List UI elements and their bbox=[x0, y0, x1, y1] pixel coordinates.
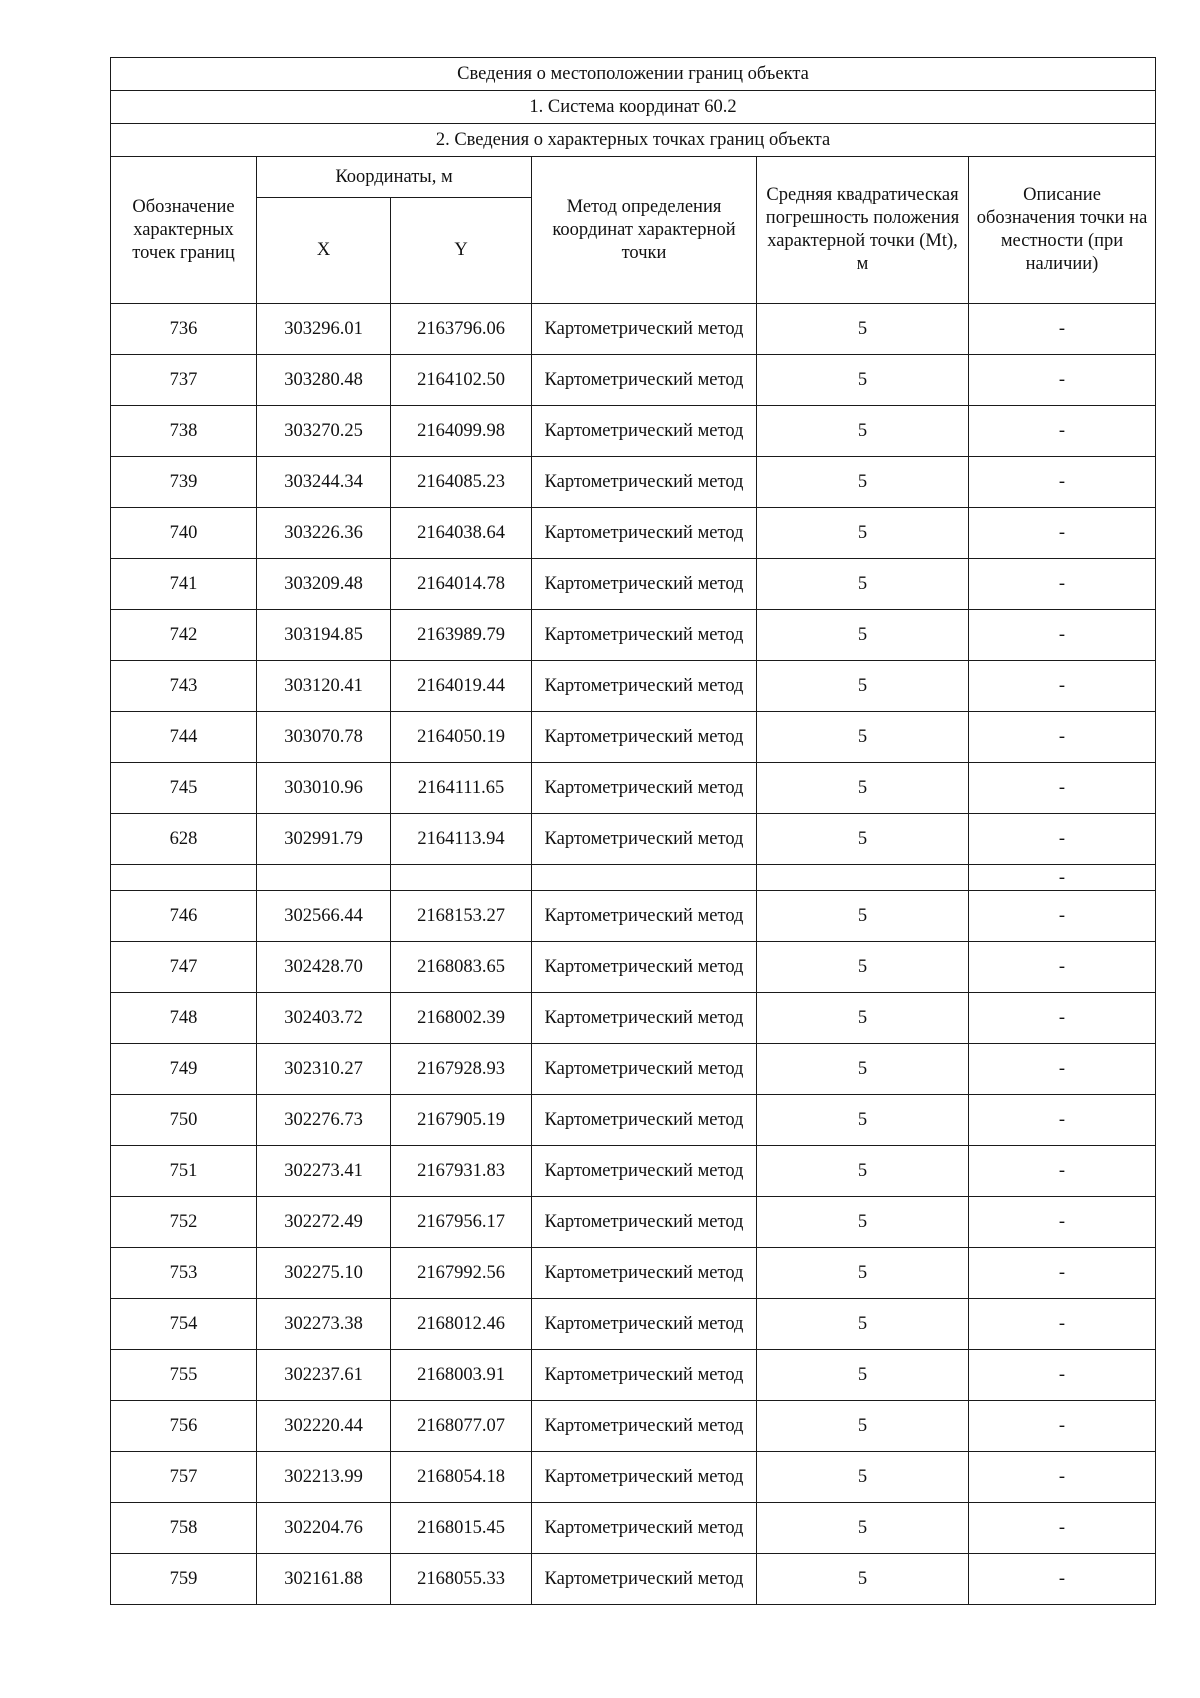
point-id-cell: 749 bbox=[111, 1044, 257, 1095]
x-coordinate-cell: 303010.96 bbox=[257, 763, 391, 814]
column-header-coordinates: Координаты, м bbox=[257, 157, 532, 198]
error-cell: 5 bbox=[757, 891, 969, 942]
table-row bbox=[111, 355, 1156, 406]
error-cell: 5 bbox=[757, 1350, 969, 1401]
description-cell: - bbox=[969, 304, 1156, 355]
x-coordinate-cell: 302428.70 bbox=[257, 942, 391, 993]
description-cell: - bbox=[969, 610, 1156, 661]
y-coordinate-cell: 2168153.27 bbox=[391, 891, 532, 942]
x-coordinate-cell: 303226.36 bbox=[257, 508, 391, 559]
point-id-cell: 740 bbox=[111, 508, 257, 559]
method-cell: Картометрический метод bbox=[532, 1248, 757, 1299]
x-coordinate-cell: 302204.76 bbox=[257, 1503, 391, 1554]
y-coordinate-cell: 2168083.65 bbox=[391, 942, 532, 993]
column-header-y: Y bbox=[391, 198, 532, 304]
method-cell: Картометрический метод bbox=[532, 1554, 757, 1605]
y-coordinate-cell: 2164111.65 bbox=[391, 763, 532, 814]
y-coordinate-cell: 2168077.07 bbox=[391, 1401, 532, 1452]
point-id-cell: 747 bbox=[111, 942, 257, 993]
method-cell: Картометрический метод bbox=[532, 1146, 757, 1197]
error-cell: 5 bbox=[757, 610, 969, 661]
description-cell: - bbox=[969, 1197, 1156, 1248]
method-cell: Картометрический метод bbox=[532, 712, 757, 763]
point-id-cell: 741 bbox=[111, 559, 257, 610]
table-row bbox=[111, 304, 1156, 355]
x-coordinate-cell bbox=[257, 865, 391, 891]
table-row bbox=[111, 406, 1156, 457]
column-header-error: Средняя квадратическая погрешность положения характерной точки (Mt), м bbox=[757, 157, 969, 304]
points-section-title: 2. Сведения о характерных точках границ объекта bbox=[111, 124, 1156, 157]
error-cell: 5 bbox=[757, 457, 969, 508]
point-id-cell: 742 bbox=[111, 610, 257, 661]
method-cell: Картометрический метод bbox=[532, 508, 757, 559]
description-cell: - bbox=[969, 1299, 1156, 1350]
table-row bbox=[111, 1554, 1156, 1605]
description-cell: - bbox=[969, 355, 1156, 406]
point-id-cell: 736 bbox=[111, 304, 257, 355]
method-cell: Картометрический метод bbox=[532, 993, 757, 1044]
table-body bbox=[111, 304, 1156, 1605]
y-coordinate-cell: 2168055.33 bbox=[391, 1554, 532, 1605]
table-row bbox=[111, 1401, 1156, 1452]
x-coordinate-cell: 302273.38 bbox=[257, 1299, 391, 1350]
x-coordinate-cell: 302991.79 bbox=[257, 814, 391, 865]
x-coordinate-cell: 303070.78 bbox=[257, 712, 391, 763]
y-coordinate-cell: 2168054.18 bbox=[391, 1452, 532, 1503]
point-id-cell bbox=[111, 865, 257, 891]
x-coordinate-cell: 303280.48 bbox=[257, 355, 391, 406]
error-cell: 5 bbox=[757, 712, 969, 763]
y-coordinate-cell: 2164038.64 bbox=[391, 508, 532, 559]
description-cell: - bbox=[969, 1401, 1156, 1452]
method-cell: Картометрический метод bbox=[532, 1452, 757, 1503]
method-cell: Картометрический метод bbox=[532, 763, 757, 814]
error-cell: 5 bbox=[757, 559, 969, 610]
y-coordinate-cell: 2164085.23 bbox=[391, 457, 532, 508]
error-cell: 5 bbox=[757, 1299, 969, 1350]
table-row bbox=[111, 559, 1156, 610]
error-cell: 5 bbox=[757, 1248, 969, 1299]
method-cell: Картометрический метод bbox=[532, 1197, 757, 1248]
x-coordinate-cell: 302161.88 bbox=[257, 1554, 391, 1605]
y-coordinate-cell: 2164050.19 bbox=[391, 712, 532, 763]
coordinate-system-title: 1. Система координат 60.2 bbox=[111, 91, 1156, 124]
point-id-cell: 746 bbox=[111, 891, 257, 942]
description-cell: - bbox=[969, 814, 1156, 865]
point-id-cell: 737 bbox=[111, 355, 257, 406]
y-coordinate-cell: 2168003.91 bbox=[391, 1350, 532, 1401]
y-coordinate-cell bbox=[391, 865, 532, 891]
method-cell: Картометрический метод bbox=[532, 661, 757, 712]
error-cell: 5 bbox=[757, 508, 969, 559]
method-cell: Картометрический метод bbox=[532, 814, 757, 865]
point-id-cell: 750 bbox=[111, 1095, 257, 1146]
description-cell: - bbox=[969, 942, 1156, 993]
x-coordinate-cell: 302272.49 bbox=[257, 1197, 391, 1248]
column-header-designation: Обозначение характерных точек границ bbox=[111, 157, 257, 304]
table-row bbox=[111, 1350, 1156, 1401]
error-cell: 5 bbox=[757, 763, 969, 814]
point-id-cell: 756 bbox=[111, 1401, 257, 1452]
x-coordinate-cell: 302237.61 bbox=[257, 1350, 391, 1401]
point-id-cell: 739 bbox=[111, 457, 257, 508]
point-id-cell: 754 bbox=[111, 1299, 257, 1350]
x-coordinate-cell: 303244.34 bbox=[257, 457, 391, 508]
method-cell: Картометрический метод bbox=[532, 1044, 757, 1095]
point-id-cell: 753 bbox=[111, 1248, 257, 1299]
error-cell: 5 bbox=[757, 1401, 969, 1452]
y-coordinate-cell: 2164113.94 bbox=[391, 814, 532, 865]
description-cell: - bbox=[969, 559, 1156, 610]
description-cell: - bbox=[969, 1095, 1156, 1146]
point-id-cell: 744 bbox=[111, 712, 257, 763]
y-coordinate-cell: 2163796.06 bbox=[391, 304, 532, 355]
x-coordinate-cell: 303194.85 bbox=[257, 610, 391, 661]
y-coordinate-cell: 2164014.78 bbox=[391, 559, 532, 610]
point-id-cell: 751 bbox=[111, 1146, 257, 1197]
error-cell: 5 bbox=[757, 355, 969, 406]
x-coordinate-cell: 303296.01 bbox=[257, 304, 391, 355]
error-cell: 5 bbox=[757, 1146, 969, 1197]
method-cell: Картометрический метод bbox=[532, 610, 757, 661]
error-cell: 5 bbox=[757, 814, 969, 865]
y-coordinate-cell: 2167931.83 bbox=[391, 1146, 532, 1197]
description-cell: - bbox=[969, 891, 1156, 942]
method-cell: Картометрический метод bbox=[532, 1350, 757, 1401]
method-cell bbox=[532, 865, 757, 891]
error-cell: 5 bbox=[757, 1554, 969, 1605]
y-coordinate-cell: 2167905.19 bbox=[391, 1095, 532, 1146]
table-row bbox=[111, 661, 1156, 712]
point-id-cell: 759 bbox=[111, 1554, 257, 1605]
method-cell: Картометрический метод bbox=[532, 1299, 757, 1350]
error-cell: 5 bbox=[757, 1452, 969, 1503]
table-row bbox=[111, 1299, 1156, 1350]
table-row bbox=[111, 610, 1156, 661]
description-cell: - bbox=[969, 1452, 1156, 1503]
y-coordinate-cell: 2168002.39 bbox=[391, 993, 532, 1044]
y-coordinate-cell: 2163989.79 bbox=[391, 610, 532, 661]
x-coordinate-cell: 303270.25 bbox=[257, 406, 391, 457]
point-id-cell: 748 bbox=[111, 993, 257, 1044]
x-coordinate-cell: 302566.44 bbox=[257, 891, 391, 942]
description-cell: - bbox=[969, 406, 1156, 457]
error-cell: 5 bbox=[757, 661, 969, 712]
method-cell: Картометрический метод bbox=[532, 942, 757, 993]
method-cell: Картометрический метод bbox=[532, 304, 757, 355]
table-row bbox=[111, 814, 1156, 865]
y-coordinate-cell: 2168012.46 bbox=[391, 1299, 532, 1350]
point-id-cell: 758 bbox=[111, 1503, 257, 1554]
error-cell: 5 bbox=[757, 1095, 969, 1146]
table-row bbox=[111, 1095, 1156, 1146]
point-id-cell: 755 bbox=[111, 1350, 257, 1401]
y-coordinate-cell: 2167928.93 bbox=[391, 1044, 532, 1095]
description-cell: - bbox=[969, 508, 1156, 559]
y-coordinate-cell: 2167992.56 bbox=[391, 1248, 532, 1299]
table-row bbox=[111, 891, 1156, 942]
x-coordinate-cell: 302275.10 bbox=[257, 1248, 391, 1299]
y-coordinate-cell: 2164019.44 bbox=[391, 661, 532, 712]
x-coordinate-cell: 303120.41 bbox=[257, 661, 391, 712]
method-cell: Картометрический метод bbox=[532, 1401, 757, 1452]
x-coordinate-cell: 302276.73 bbox=[257, 1095, 391, 1146]
table-row bbox=[111, 1146, 1156, 1197]
method-cell: Картометрический метод bbox=[532, 355, 757, 406]
point-id-cell: 752 bbox=[111, 1197, 257, 1248]
description-cell: - bbox=[969, 993, 1156, 1044]
x-coordinate-cell: 302220.44 bbox=[257, 1401, 391, 1452]
table-row bbox=[111, 457, 1156, 508]
table-row bbox=[111, 1044, 1156, 1095]
method-cell: Картометрический метод bbox=[532, 891, 757, 942]
column-header-x: X bbox=[257, 198, 391, 304]
table-row bbox=[111, 712, 1156, 763]
description-cell: - bbox=[969, 763, 1156, 814]
error-cell: 5 bbox=[757, 1197, 969, 1248]
method-cell: Картометрический метод bbox=[532, 1503, 757, 1554]
error-cell: 5 bbox=[757, 942, 969, 993]
y-coordinate-cell: 2167956.17 bbox=[391, 1197, 532, 1248]
method-cell: Картометрический метод bbox=[532, 457, 757, 508]
table-row bbox=[111, 763, 1156, 814]
x-coordinate-cell: 302273.41 bbox=[257, 1146, 391, 1197]
column-header-method: Метод определения координат характерной точки bbox=[532, 157, 757, 304]
description-cell: - bbox=[969, 1146, 1156, 1197]
description-cell: - bbox=[969, 712, 1156, 763]
description-cell: - bbox=[969, 1503, 1156, 1554]
method-cell: Картометрический метод bbox=[532, 559, 757, 610]
error-cell bbox=[757, 865, 969, 891]
table-row bbox=[111, 1197, 1156, 1248]
x-coordinate-cell: 302310.27 bbox=[257, 1044, 391, 1095]
error-cell: 5 bbox=[757, 406, 969, 457]
table-row bbox=[111, 942, 1156, 993]
y-coordinate-cell: 2168015.45 bbox=[391, 1503, 532, 1554]
method-cell: Картометрический метод bbox=[532, 1095, 757, 1146]
point-id-cell: 628 bbox=[111, 814, 257, 865]
table-row bbox=[111, 508, 1156, 559]
description-cell: - bbox=[969, 1554, 1156, 1605]
point-id-cell: 743 bbox=[111, 661, 257, 712]
description-cell: - bbox=[969, 661, 1156, 712]
document-title: Сведения о местоположении границ объекта bbox=[111, 58, 1156, 91]
table-row bbox=[111, 1248, 1156, 1299]
x-coordinate-cell: 302213.99 bbox=[257, 1452, 391, 1503]
error-cell: 5 bbox=[757, 1503, 969, 1554]
table-row bbox=[111, 1503, 1156, 1554]
error-cell: 5 bbox=[757, 304, 969, 355]
table-row bbox=[111, 1452, 1156, 1503]
point-id-cell: 745 bbox=[111, 763, 257, 814]
y-coordinate-cell: 2164102.50 bbox=[391, 355, 532, 406]
boundary-points-table bbox=[110, 57, 1156, 1605]
x-coordinate-cell: 302403.72 bbox=[257, 993, 391, 1044]
point-id-cell: 738 bbox=[111, 406, 257, 457]
description-cell: - bbox=[969, 1044, 1156, 1095]
description-cell: - bbox=[969, 1350, 1156, 1401]
description-cell: - bbox=[969, 865, 1156, 891]
error-cell: 5 bbox=[757, 993, 969, 1044]
table-row bbox=[111, 993, 1156, 1044]
description-cell: - bbox=[969, 457, 1156, 508]
x-coordinate-cell: 303209.48 bbox=[257, 559, 391, 610]
y-coordinate-cell: 2164099.98 bbox=[391, 406, 532, 457]
description-cell: - bbox=[969, 1248, 1156, 1299]
column-header-description: Описание обозначения точки на местности (при наличии) bbox=[969, 157, 1156, 304]
point-id-cell: 757 bbox=[111, 1452, 257, 1503]
error-cell: 5 bbox=[757, 1044, 969, 1095]
table-row bbox=[111, 865, 1156, 891]
method-cell: Картометрический метод bbox=[532, 406, 757, 457]
